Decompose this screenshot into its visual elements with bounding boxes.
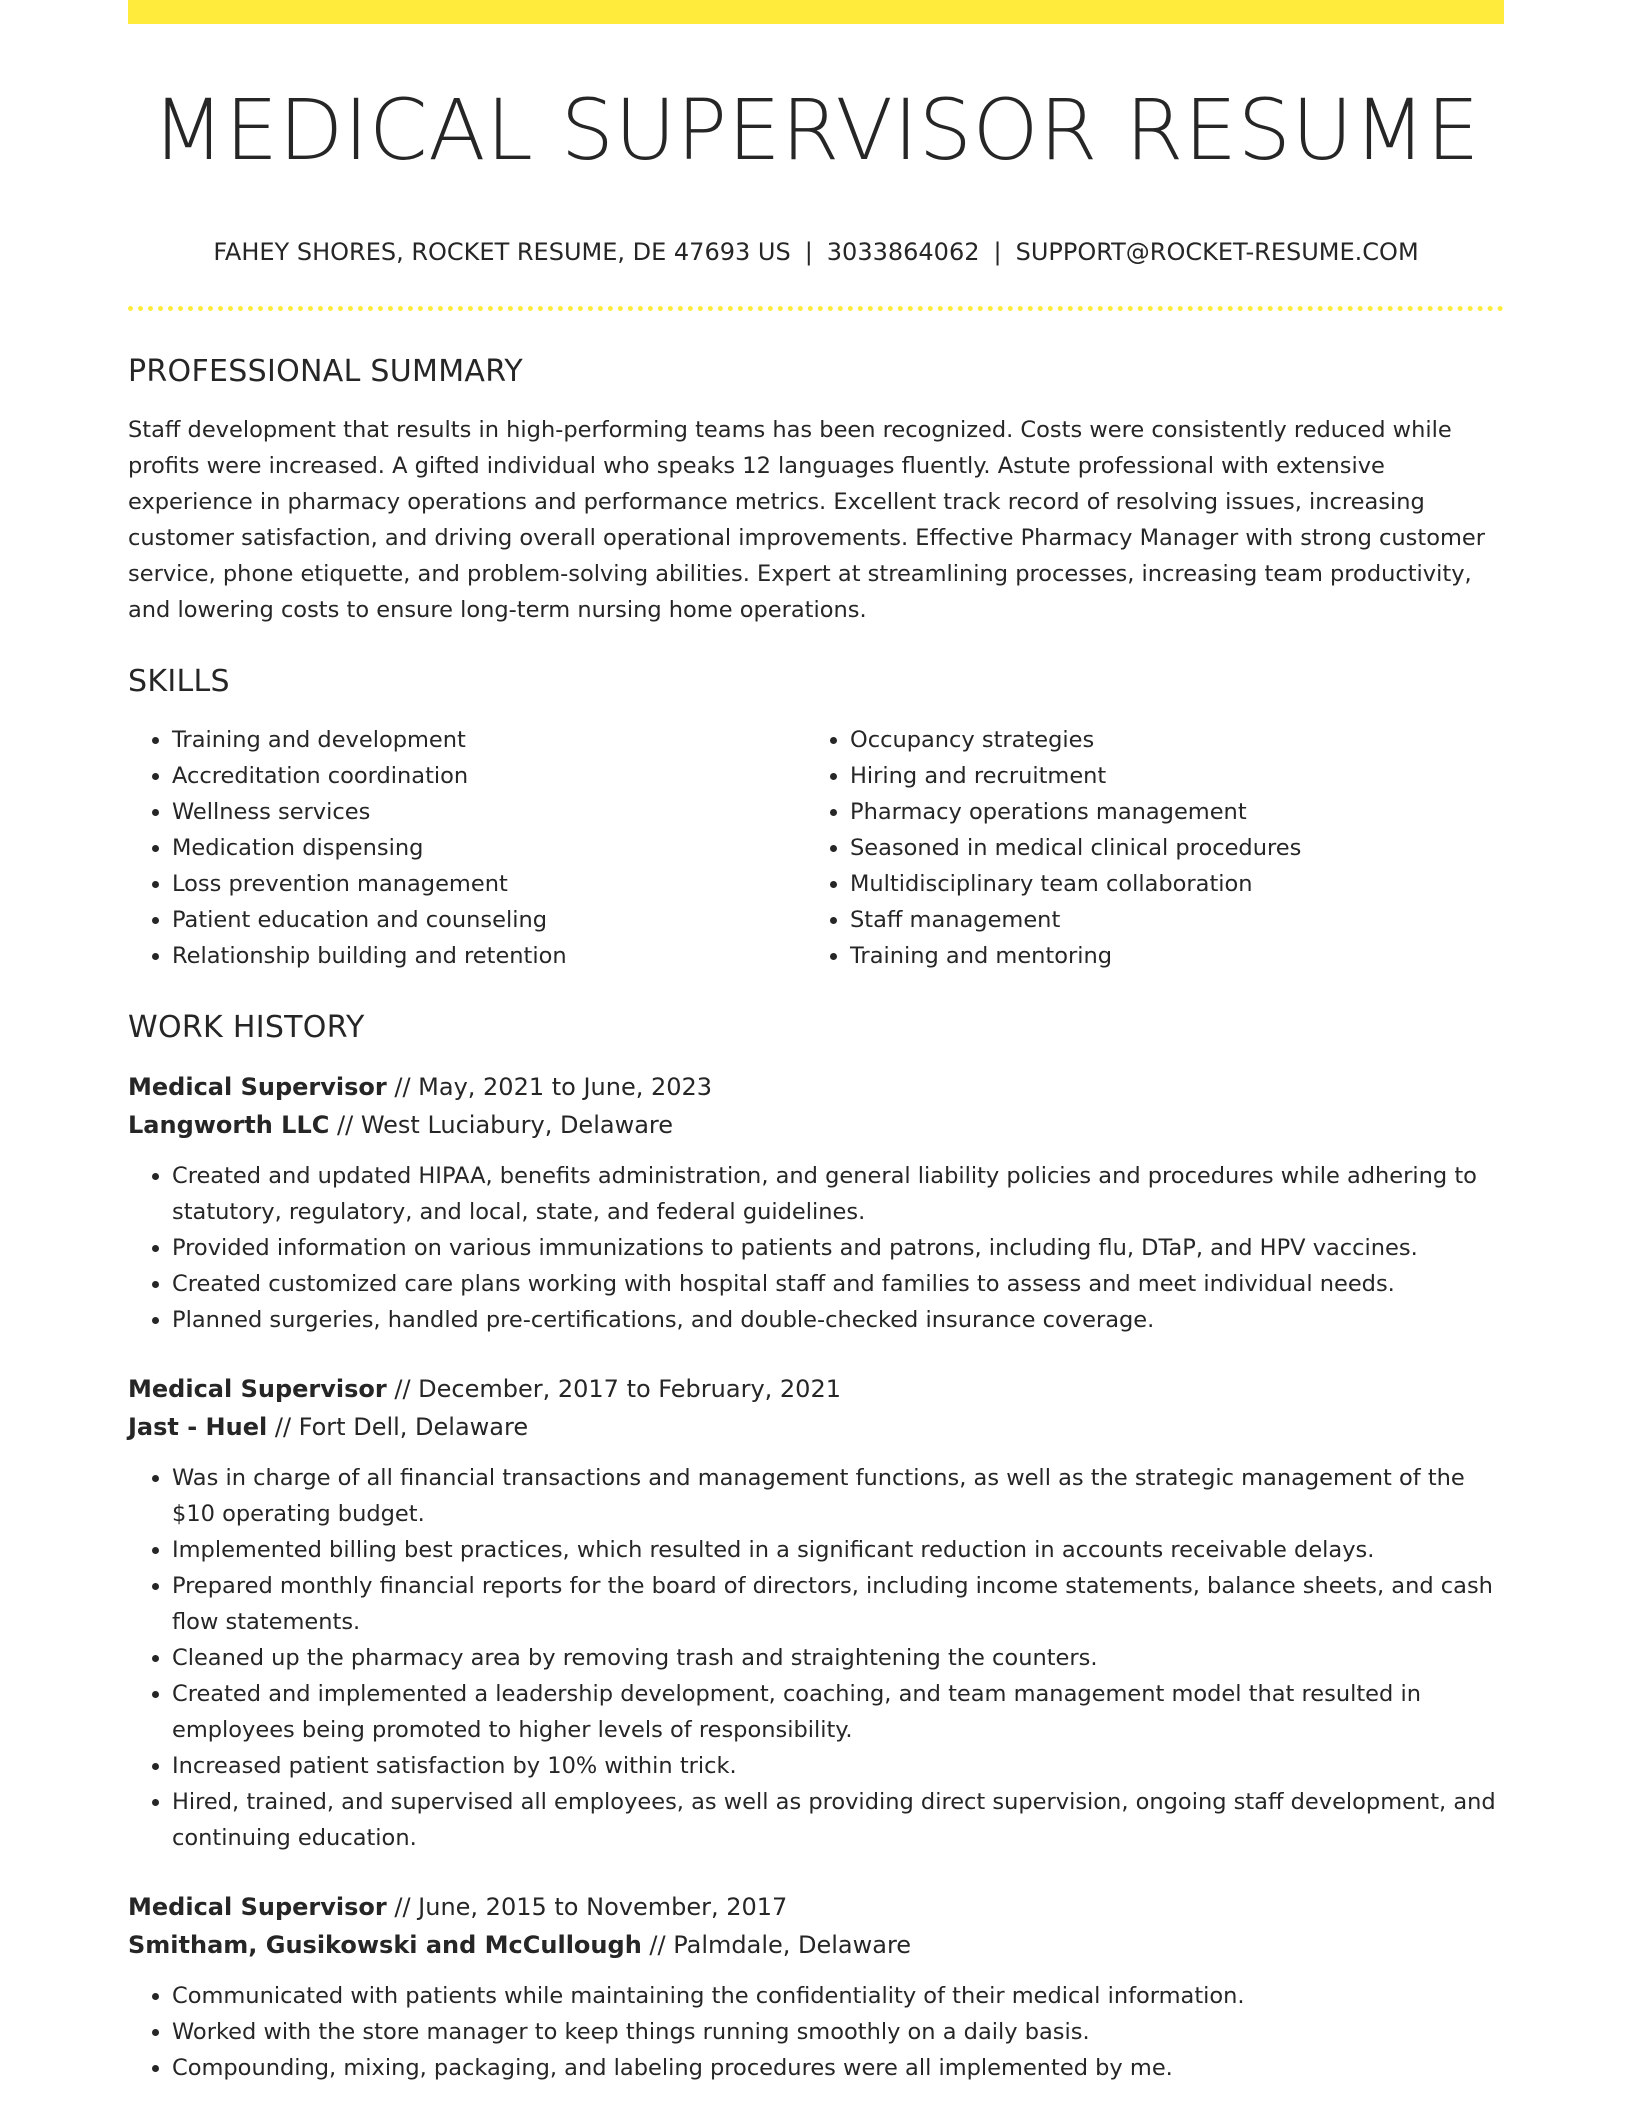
summary-text: Staff development that results in high-performing teams has been recognized. Costs were consistently reduced while profits were increased. A gifted individual who speaks 12 languages fluently. Astute professional with extensive experience in pharmacy operations and performance metrics. Excellent track record of resolving issues, increasing customer satisfaction, and driving overall operational improvements. Effective Pharmacy Manager with strong customer service, phone etiquette, and problem-solving abilities. Expert at streamlining processes, increasing team productivity, and lowering costs to ensure long-term nursing home operations. (128, 417, 1485, 623)
professional-summary-section (128, 352, 1504, 628)
job-bullet: • Implemented billing best practices, which resulted in a significant reduction in accounts receivable delays. (172, 1532, 1504, 1568)
skills-column-left (128, 722, 806, 974)
job-dates: // June, 2015 to November, 2017 (394, 1893, 788, 1921)
section-heading-skills: SKILLS (128, 664, 230, 699)
contact-phone: 3033864062 (826, 238, 980, 266)
skill-item: • Occupancy strategies (850, 722, 1484, 758)
jobs-list (128, 1068, 1504, 2086)
job-bullets (128, 1460, 1504, 1856)
accent-top-bar (128, 0, 1504, 24)
contact-address: FAHEY SHORES, ROCKET RESUME, DE 47693 US (213, 238, 791, 266)
skill-item: • Pharmacy operations management (850, 794, 1484, 830)
job-bullet: • Communicated with patients while maintaining the confidentiality of their medical information. (172, 1978, 1504, 2014)
skill-item: • Hiring and recruitment (850, 758, 1484, 794)
dotted-divider (128, 306, 1504, 311)
job-bullet: • Increased patient satisfaction by 10% within trick. (172, 1748, 1504, 1784)
job-bullet: • Created and updated HIPAA, benefits administration, and general liability policies and procedures while adhering to statutory, regulatory, and local, state, and federal guidelines. (172, 1158, 1504, 1230)
job-location: // Fort Dell, Delaware (274, 1413, 529, 1441)
job-company: Smitham, Gusikowski and McCullough (128, 1931, 642, 1959)
skill-item: • Wellness services (172, 794, 806, 830)
job-entry (128, 1370, 1504, 1856)
job-bullet: • Was in charge of all financial transactions and management functions, as well as the strategic management of the $10 operating budget. (172, 1460, 1504, 1532)
skill-item: • Relationship building and retention (172, 938, 806, 974)
work-history-section (128, 1008, 1504, 2086)
skill-item: • Training and mentoring (850, 938, 1484, 974)
contact-separator: | (804, 238, 813, 266)
job-bullet: • Worked with the store manager to keep things running smoothly on a daily basis. (172, 2014, 1504, 2050)
job-title-line (128, 1068, 1504, 1106)
job-location: // Palmdale, Delaware (649, 1931, 912, 1959)
job-company-line (128, 1106, 1504, 1144)
section-heading-work-history: WORK HISTORY (128, 1010, 365, 1045)
job-dates: // December, 2017 to February, 2021 (394, 1375, 841, 1403)
job-dates: // May, 2021 to June, 2023 (394, 1073, 713, 1101)
contact-separator: | (993, 238, 1002, 266)
job-location: // West Luciabury, Delaware (337, 1111, 674, 1139)
job-entry (128, 1068, 1504, 1338)
skills-column-right (806, 722, 1484, 974)
contact-email: SUPPORT@ROCKET-RESUME.COM (1015, 238, 1419, 266)
skill-item: • Accreditation coordination (172, 758, 806, 794)
job-title: Medical Supervisor (128, 1893, 387, 1921)
job-title: Medical Supervisor (128, 1375, 387, 1403)
skills-section (128, 662, 1504, 974)
job-company: Jast - Huel (128, 1413, 268, 1441)
contact-line (128, 236, 1504, 268)
job-company: Langworth LLC (128, 1111, 330, 1139)
job-bullets (128, 1978, 1504, 2086)
job-entry (128, 1888, 1504, 2086)
resume-title: MEDICAL SUPERVISOR RESUME (152, 81, 1480, 179)
skill-item: • Multidisciplinary team collaboration (850, 866, 1484, 902)
job-bullet: • Provided information on various immunizations to patients and patrons, including flu, DTaP, and HPV vaccines. (172, 1230, 1504, 1266)
job-bullet: • Prepared monthly financial reports for the board of directors, including income statements, balance sheets, and cash flow statements. (172, 1568, 1504, 1640)
skill-item: • Loss prevention management (172, 866, 806, 902)
job-company-line (128, 1926, 1504, 1964)
job-bullets (128, 1158, 1504, 1338)
skill-item: • Seasoned in medical clinical procedures (850, 830, 1484, 866)
skill-item: • Patient education and counseling (172, 902, 806, 938)
job-bullet: • Hired, trained, and supervised all employees, as well as providing direct supervision, ongoing staff development, and continuing education. (172, 1784, 1504, 1856)
skill-item: • Training and development (172, 722, 806, 758)
job-company-line (128, 1408, 1504, 1446)
job-bullet: • Created and implemented a leadership development, coaching, and team management model that resulted in employees being promoted to higher levels of responsibility. (172, 1676, 1504, 1748)
job-bullet: • Compounding, mixing, packaging, and labeling procedures were all implemented by me. (172, 2050, 1504, 2086)
skill-item: • Medication dispensing (172, 830, 806, 866)
resume-body (128, 352, 1504, 2086)
job-title-line (128, 1888, 1504, 1926)
skills-grid (128, 722, 1504, 974)
section-heading-summary: PROFESSIONAL SUMMARY (128, 354, 524, 389)
job-title: Medical Supervisor (128, 1073, 387, 1101)
job-title-line (128, 1370, 1504, 1408)
job-bullet: • Created customized care plans working with hospital staff and families to assess and meet individual needs. (172, 1266, 1504, 1302)
job-bullet: • Cleaned up the pharmacy area by removing trash and straightening the counters. (172, 1640, 1504, 1676)
skill-item: • Staff management (850, 902, 1484, 938)
job-bullet: • Planned surgeries, handled pre-certifications, and double-checked insurance coverage. (172, 1302, 1504, 1338)
